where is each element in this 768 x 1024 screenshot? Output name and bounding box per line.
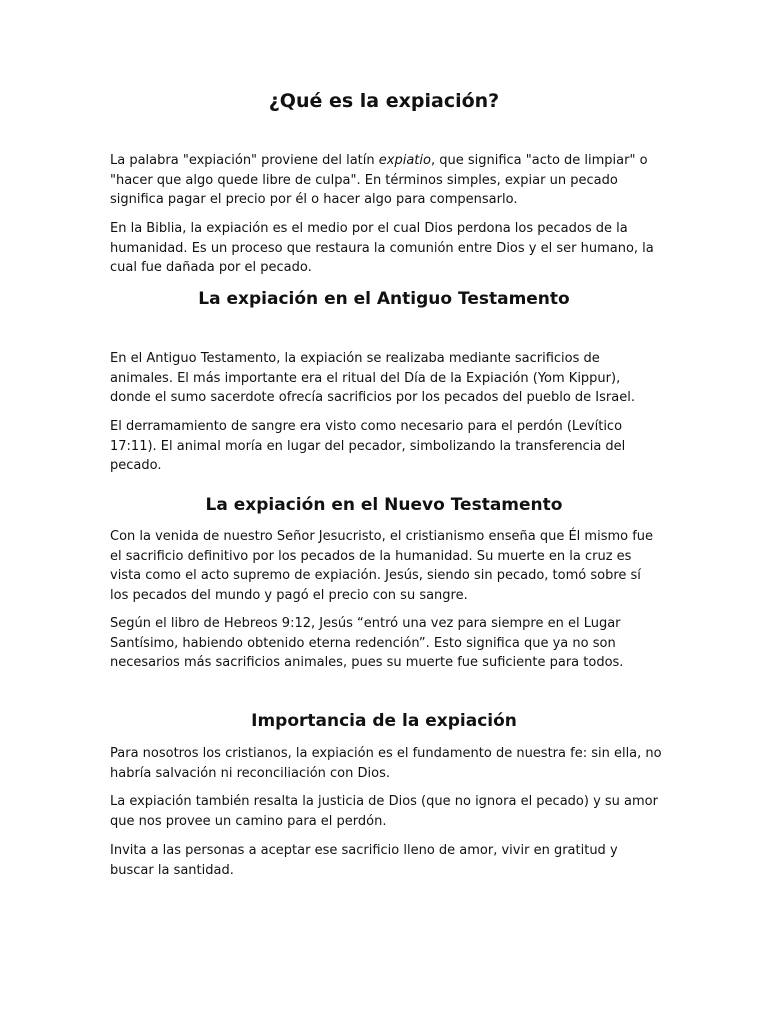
section-heading-importance: Importancia de la expiación: [251, 711, 517, 731]
new-testament-paragraph-2: Según el libro de Hebreos 9:12, Jesús “entró una vez para siempre en el Lugar Santísimo, habiendo obtenido eterna redención”. Esto significa que ya no son necesarios más sacrificios animales, pues su muerte fue suficiente para todos.: [110, 616, 624, 670]
section-heading-new-testament: La expiación en el Nuevo Testamento: [205, 495, 563, 515]
old-testament-paragraph-1: En el Antiguo Testamento, la expiación se realizaba mediante sacrificios de animales. El más importante era el ritual del Día de la Expiación (Yom Kippur), donde el sumo sacerdote ofrecía sacrificios por los pecados del pueblo de Israel.: [110, 351, 635, 405]
intro-text-end: , que significa "acto de limpiar" o "hacer que algo quede libre de culpa". En términos simples, expiar un pecado significa pagar el precio por él o hacer algo para compensarlo.: [110, 153, 648, 207]
intro-paragraph-1: [110, 151, 662, 210]
intro-paragraph-2: En la Biblia, la expiación es el medio por el cual Dios perdona los pecados de la humanidad. Es un proceso que restaura la comunión entre Dios y el ser humano, la cual fue dañada por el pecado.: [110, 221, 654, 275]
importance-paragraph-3: Invita a las personas a aceptar ese sacrificio lleno de amor, vivir en gratitud y buscar la santidad.: [110, 843, 618, 878]
importance-paragraph-1: Para nosotros los cristianos, la expiación es el fundamento de nuestra fe: sin ella, no habría salvación ni reconciliación con Dios.: [110, 746, 662, 781]
latin-term: expiatio: [378, 153, 431, 168]
section-heading-old-testament: La expiación en el Antiguo Testamento: [198, 289, 570, 309]
importance-paragraph-2: La expiación también resalta la justicia de Dios (que no ignora el pecado) y su amor que nos provee un camino para el perdón.: [110, 794, 658, 829]
intro-text-start: La palabra "expiación" proviene del latín: [110, 153, 379, 168]
old-testament-paragraph-2: El derramamiento de sangre era visto como necesario para el perdón (Levítico 17:11). El animal moría en lugar del pecador, simbolizando la transferencia del pecado.: [110, 419, 626, 473]
new-testament-paragraph-1: Con la venida de nuestro Señor Jesucristo, el cristianismo enseña que Él mismo fue el sacrificio definitivo por los pecados de la humanidad. Su muerte en la cruz es vista como el acto supremo de expiación. Jesús, siendo sin pecado, tomó sobre sí los pecados del mundo y pagó el precio con su sangre.: [110, 529, 654, 603]
page-title: ¿Qué es la expiación?: [268, 90, 500, 112]
